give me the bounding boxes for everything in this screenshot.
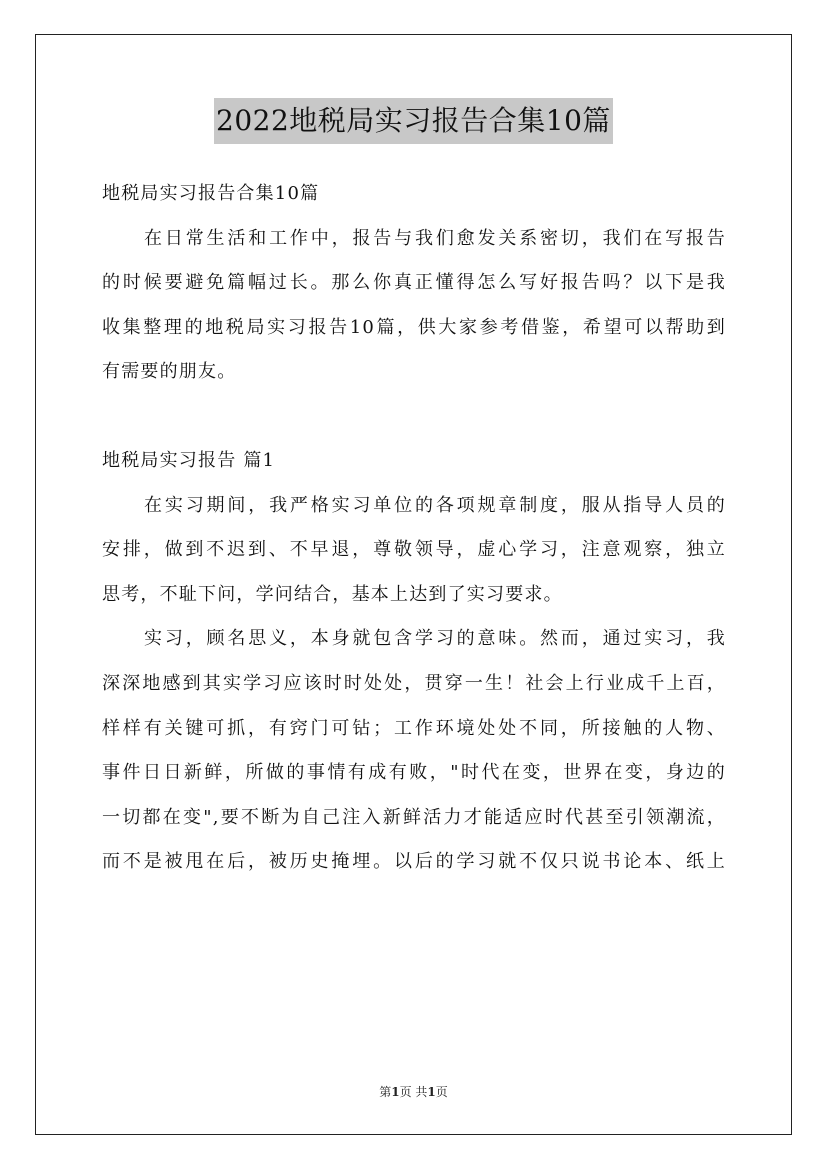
paragraph-line: 在实习期间，我严格实习单位的各项规章制度，服从指导人员的 xyxy=(144,494,726,516)
title-block xyxy=(0,98,827,144)
intro-line: 有需要的朋友。 xyxy=(102,361,237,383)
page-current: 1 xyxy=(391,1085,400,1099)
paragraph-line: 一切都在变",要不断为自己注入新鲜活力才能适应时代甚至引领潮流， xyxy=(102,806,726,828)
page-footer xyxy=(0,1082,827,1102)
intro-line: 在日常生活和工作中，报告与我们愈发关系密切，我们在写报告 xyxy=(144,227,726,249)
document-body xyxy=(102,172,726,885)
intro-line: 收集整理的地税局实习报告10篇，供大家参考借鉴，希望可以帮助到 xyxy=(102,316,726,338)
paragraph-line: 而不是被甩在后，被历史掩埋。以后的学习就不仅只说书论本、纸上 xyxy=(102,851,726,873)
paragraph-line: 深深地感到其实学习应该时时处处，贯穿一生！社会上行业成千上百， xyxy=(102,672,726,694)
page-suffix: 页 xyxy=(435,1085,448,1099)
document-title: 2022地税局实习报告合集10篇 xyxy=(214,98,613,144)
paragraph-line: 实习，顾名思义，本身就包含学习的意味。然而，通过实习，我 xyxy=(144,628,726,650)
page-total: 1 xyxy=(427,1085,436,1099)
paragraph-line: 思考，不耻下问，学问结合，基本上达到了实习要求。 xyxy=(102,583,563,605)
paragraph-line: 安排，做到不迟到、不早退，尊敬领导，虚心学习，注意观察，独立 xyxy=(102,539,726,561)
intro-line: 的时候要避免篇幅过长。那么你真正懂得怎么写好报告吗？以下是我 xyxy=(102,272,726,294)
paragraph-gap xyxy=(102,395,726,439)
section-heading: 地税局实习报告 篇1 xyxy=(102,449,276,471)
intro-heading: 地税局实习报告合集10篇 xyxy=(102,183,320,204)
page-mid: 页 共 xyxy=(399,1085,428,1099)
paragraph-line: 样样有关键可抓，有窍门可钻；工作环境处处不同，所接触的人物、 xyxy=(102,717,726,739)
paragraph-line: 事件日日新鲜，所做的事情有成有败，"时代在变，世界在变，身边的 xyxy=(102,762,726,784)
page-prefix: 第 xyxy=(379,1085,392,1099)
